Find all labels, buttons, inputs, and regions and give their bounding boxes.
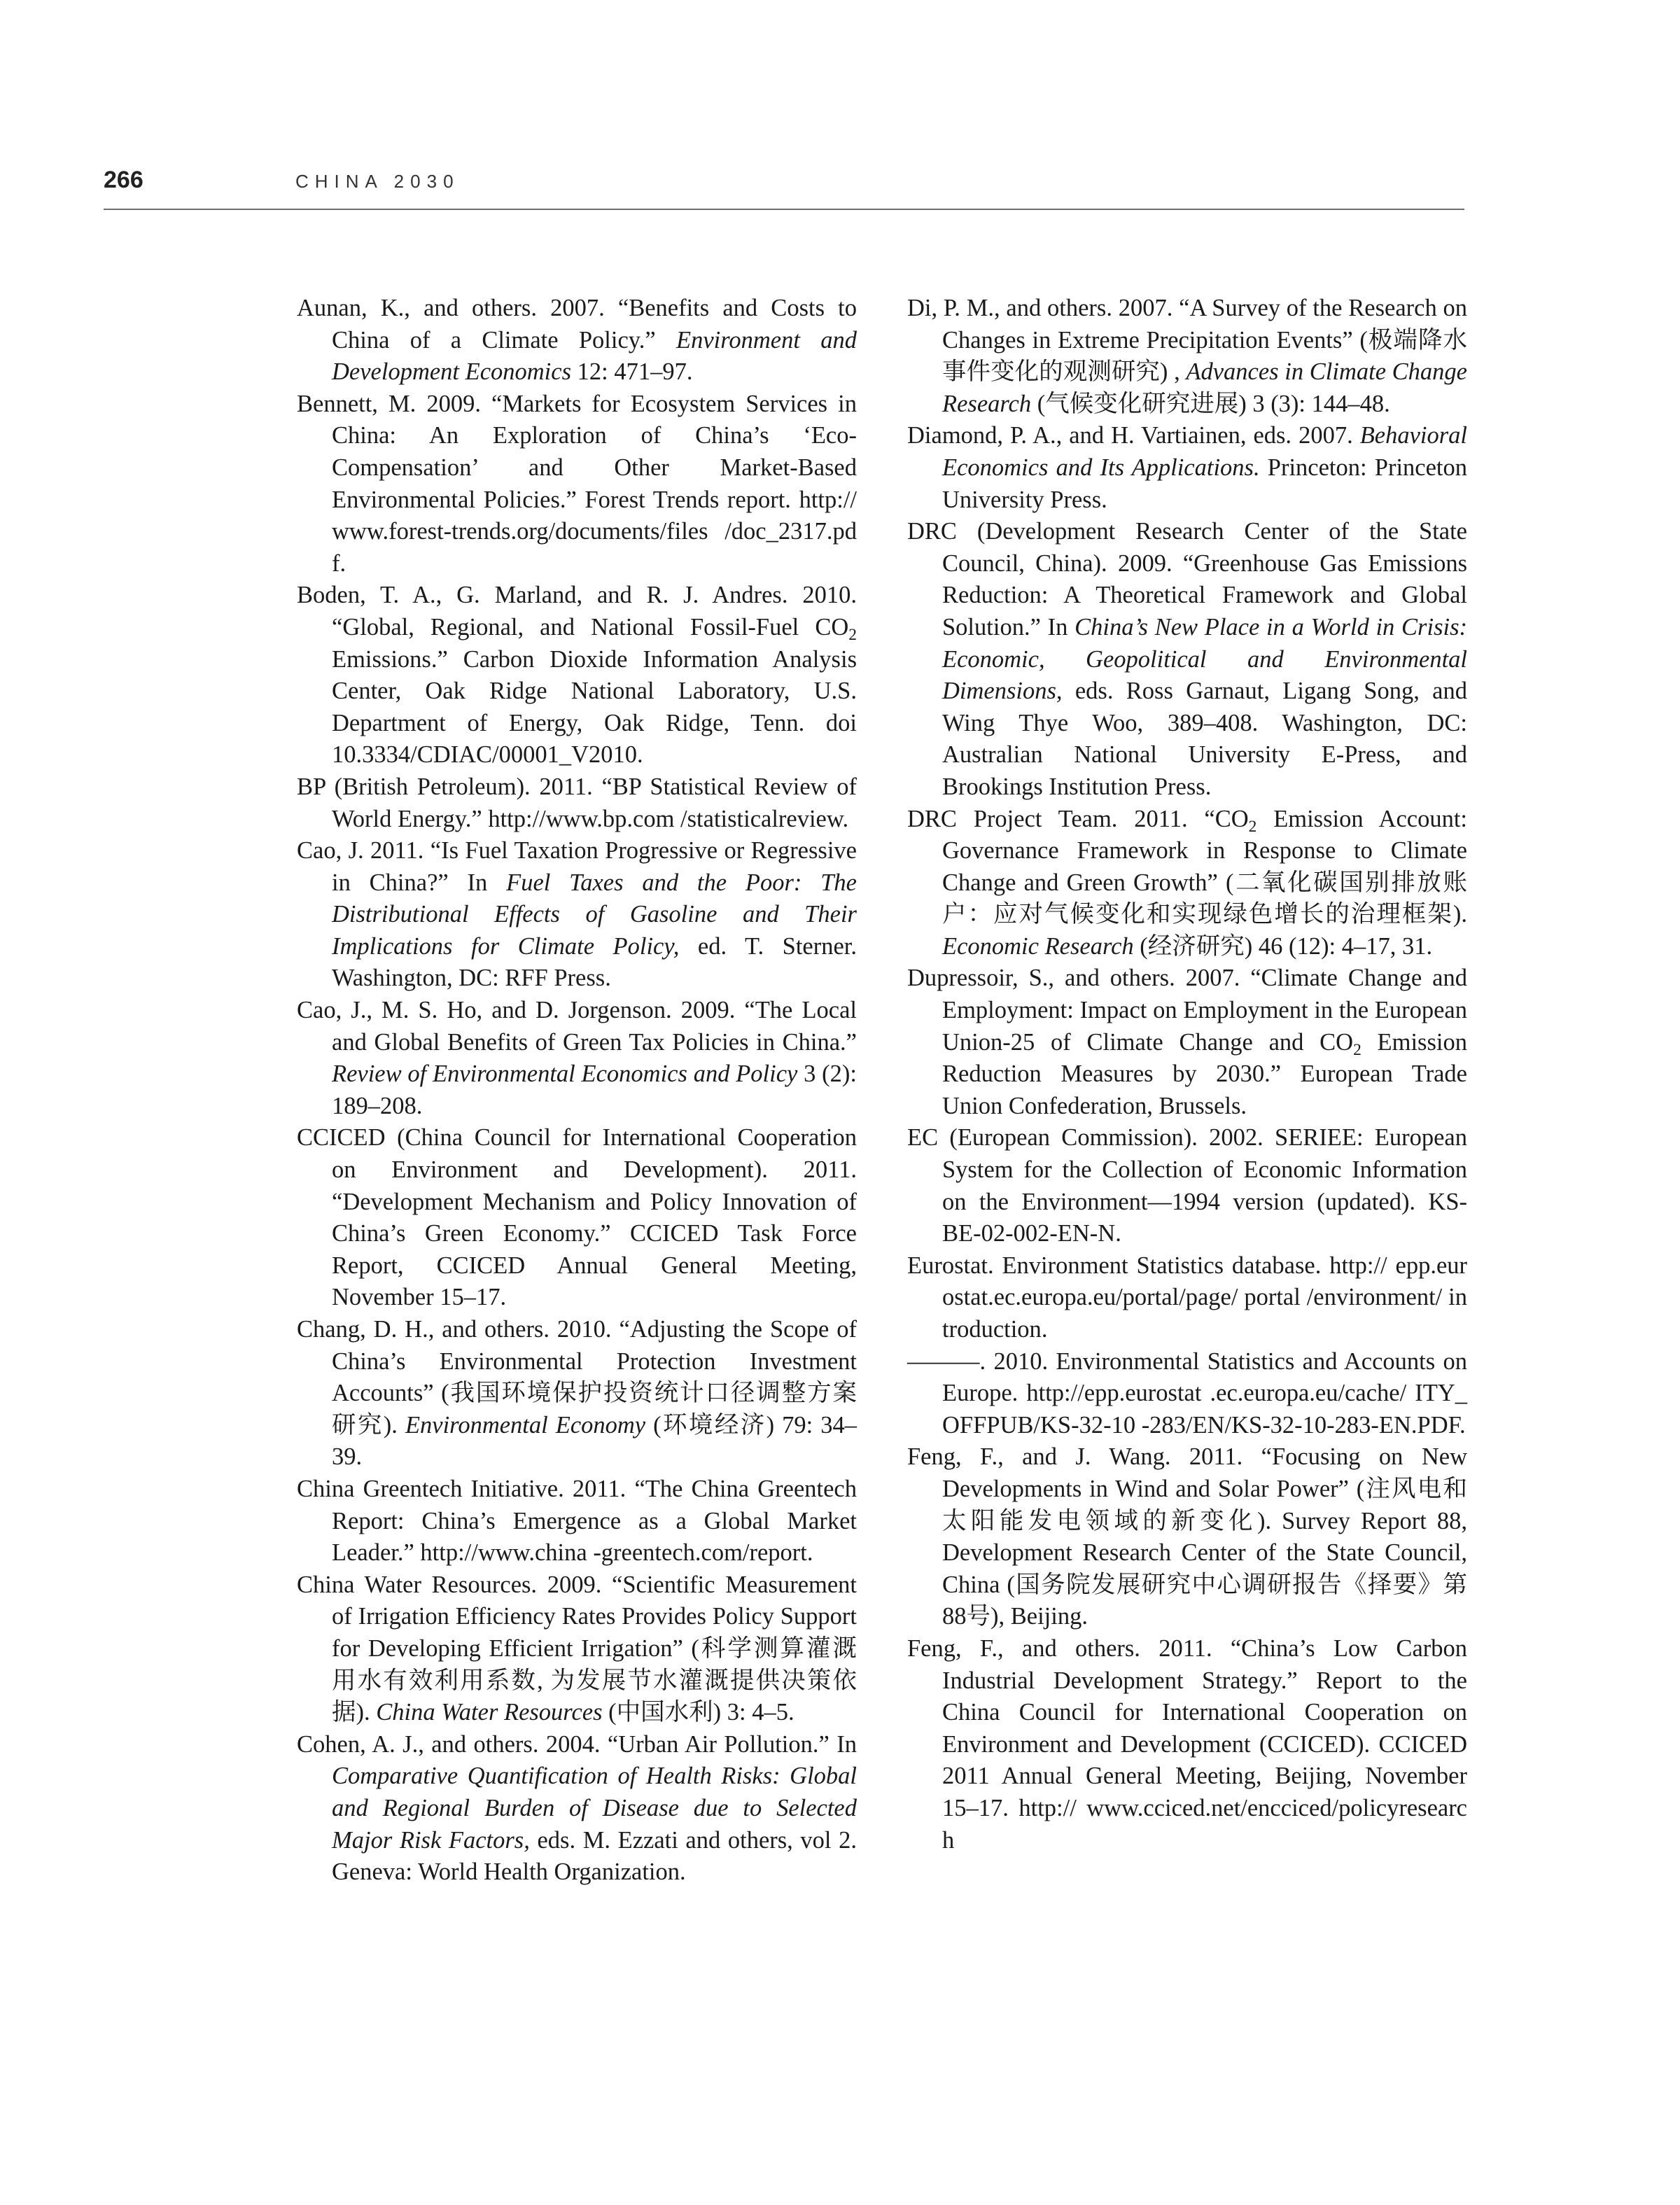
reference-text: Emission Account: Governance Framework in Response to Climate Change and Green Growth” (二氧化碳国别排放账户：应对气候变化和实现绿色增长的治理框架).	[942, 805, 1467, 928]
reference-text: .	[340, 550, 346, 577]
reference-entry	[907, 1346, 1467, 1442]
reference-title-italic: China Water Resources	[376, 1699, 603, 1726]
subscript: 2	[1353, 1040, 1362, 1059]
subscript: 2	[848, 625, 857, 644]
reference-text: (气候变化研究进展) 3 (3): 144–48.	[1031, 390, 1390, 417]
reference-entry	[907, 1633, 1467, 1856]
running-head	[104, 167, 1464, 210]
reference-text: Diamond, P. A., and H. Vartiainen, eds. 2007.	[907, 422, 1360, 449]
references-left-column	[297, 293, 857, 1889]
reference-text: (环境经济) 79: 34–39.	[332, 1411, 857, 1471]
reference-text: DRC (Development Research Center of the State Council, China). 2009. “Greenhouse Gas Emissions Reduction: A Theoretical Framework and Global Solution.” In	[907, 518, 1467, 640]
reference-entry	[907, 293, 1467, 420]
reference-url[interactable]: http:// www.cciced.net/encciced/policyresearch	[942, 1794, 1467, 1854]
reference-title-italic: Economic Research	[942, 932, 1134, 960]
reference-text: .	[1041, 1316, 1048, 1343]
reference-text: 12: 471–97.	[571, 358, 693, 386]
reference-text: Feng, F., and others. 2011. “China’s Low Carbon Industrial Development Strategy.” Report to the China Council for International Cooperation on Environment and Development (CCICED). CCICED 2011 Annual General Meeting, Beijing, November 15–17.	[907, 1634, 1467, 1821]
reference-entry	[907, 420, 1467, 516]
reference-text: Dupressoir, S., and others. 2007. “Climate Change and Employment: Impact on Employment in the European Union-25 of Climate Change and CO	[907, 965, 1467, 1056]
reference-text: (中国水利) 3: 4–5.	[602, 1699, 794, 1726]
reference-text: 3 (2): 189–208.	[332, 1060, 857, 1119]
reference-url[interactable]: http://www.forest-trends.org/documents/files /doc_2317.pdf	[332, 486, 857, 577]
reference-text: Di, P. M., and others. 2007. “A Survey of the Research on Changes in Extreme Precipitation Events” (极端降水事件变化的观测研究) ,	[907, 295, 1467, 386]
reference-title-italic: Environmental Economy	[405, 1411, 646, 1438]
reference-text: CCICED (China Council for International Cooperation on Environment and Development). 2011. “Development Mechanism and Policy Innovation of China’s Green Economy.” CCICED Task Force Report, CCICED Annual General Meeting, November 15–17.	[297, 1124, 857, 1311]
reference-text: Chang, D. H., and others. 2010. “Adjusting the Scope of China’s Environmental Protection Investment Accounts” (我国环境保护投资统计口径调整方案研究).	[297, 1316, 857, 1438]
reference-entry	[297, 1474, 857, 1569]
reference-entry	[907, 804, 1467, 963]
reference-text: Bennett, M. 2009. “Markets for Ecosystem Services in China: An Exploration of China’s ‘Eco-Compensation’ and Other Market-Based Environmental Policies.” Forest Trends report.	[297, 390, 857, 513]
reference-entry	[297, 1569, 857, 1729]
reference-entry	[297, 771, 857, 835]
reference-text: EC (European Commission). 2002. SERIEE: European System for the Collection of Economic Information on the Environment—1994 version (updated). KS-BE-02-002-EN-N.	[907, 1124, 1467, 1247]
reference-text: Emission Reduction Measures by 2030.” European Trade Union Confederation, Brussels.	[942, 1028, 1467, 1119]
reference-entry	[907, 962, 1467, 1122]
reference-text: DRC Project Team. 2011. “CO	[907, 805, 1249, 832]
reference-text: .	[842, 805, 849, 832]
reference-title-italic: China’s New Place in a World in Crisis: Economic, Geopolitical and Environmental Dimensions,	[942, 613, 1467, 705]
subscript: 2	[1248, 817, 1257, 836]
reference-text: Princeton: Princeton University Press.	[942, 454, 1467, 513]
reference-text: Cao, J., M. S. Ho, and D. Jorgenson. 2009. “The Local and Global Benefits of Green Tax Policies in China.”	[297, 997, 857, 1056]
reference-text: China Water Resources. 2009. “Scientific Measurement of Irrigation Efficiency Rates Provides Policy Support for Developing Efficient Irrigation” (科学测算灌溉用水有效利用系数, 为发展节水灌溉提供决策依据).	[297, 1571, 857, 1726]
reference-text: Boden, T. A., G. Marland, and R. J. Andres. 2010. “Global, Regional, and National Fossil-Fuel CO	[297, 582, 857, 640]
reference-text: ed. T. Sterner. Washington, DC: RFF Press.	[332, 932, 857, 992]
reference-text: .	[1460, 1411, 1466, 1438]
reference-text: ———. 2010. Environmental Statistics and Accounts on Europe.	[907, 1348, 1467, 1407]
reference-text: Emissions.” Carbon Dioxide Information Analysis Center, Oak Ridge National Laboratory, U.S. Department of Energy, Oak Ridge, Tenn. doi 10.3334/CDIAC/00001_V2010.	[332, 645, 857, 769]
reference-entry	[297, 293, 857, 388]
reference-entry	[907, 516, 1467, 803]
reference-entry	[297, 388, 857, 580]
reference-text: China Greentech Initiative. 2011. “The China Greentech Report: China’s Emergence as a Global Market Leader.”	[297, 1475, 857, 1567]
references-right-column	[907, 293, 1467, 1856]
reference-url[interactable]: http://epp.eurostat .ec.europa.eu/cache/ ITY_OFFPUB/KS-32-10 -283/EN/KS-32-10-283-EN.PDF	[942, 1380, 1467, 1438]
reference-title-italic: Behavioral Economics and Its Applications.	[942, 422, 1467, 481]
reference-text: eds. Ross Garnaut, Ligang Song, and Wing Thye Woo, 389–408. Washington, DC: Australian National University E-Press, and Brookings Institution Press.	[942, 678, 1467, 800]
reference-text: eds. M. Ezzati and others, vol 2. Geneva: World Health Organization.	[332, 1826, 857, 1886]
reference-text: Cohen, A. J., and others. 2004. “Urban Air Pollution.” In	[297, 1730, 857, 1758]
reference-entry	[907, 1122, 1467, 1250]
reference-text: .	[806, 1539, 813, 1567]
reference-entry	[907, 1441, 1467, 1633]
reference-text: Feng, F., and J. Wang. 2011. “Focusing on New Developments in Wind and Solar Power” (注风电和太阳能发电领域的新变化). Survey Report 88, Development Research Center of the State Council, China (国务院发展研究中心调研报告《择要》第88号), Beijing.	[907, 1443, 1467, 1630]
reference-text: Cao, J. 2011. “Is Fuel Taxation Progressive or Regressive in China?” In	[297, 837, 857, 896]
reference-url[interactable]: http://www.china -greentech.com/report	[420, 1539, 807, 1567]
reference-url[interactable]: http://www.bp.com /statisticalreview	[488, 805, 843, 832]
reference-url[interactable]: http:// epp.eurostat.ec.europa.eu/portal/page/ portal /environment/ introduction	[942, 1252, 1467, 1343]
page-number: 266	[104, 167, 144, 193]
reference-entry	[297, 580, 857, 771]
reference-entry	[297, 1729, 857, 1889]
reference-entry	[297, 995, 857, 1122]
reference-title-italic: Environment and Development Economics	[332, 326, 857, 386]
reference-title-italic: Advances in Climate Change Research	[942, 358, 1467, 417]
reference-title-italic: Review of Environmental Economics and Policy	[332, 1060, 798, 1088]
reference-title-italic: Fuel Taxes and the Poor: The Distributional Effects of Gasoline and Their Implications for Climate Policy,	[332, 869, 857, 960]
reference-text: Eurostat. Environment Statistics database.	[907, 1252, 1330, 1279]
reference-text: (经济研究) 46 (12): 4–17, 31.	[1133, 932, 1433, 960]
reference-text: BP (British Petroleum). 2011. “BP Statistical Review of World Energy.”	[297, 773, 857, 832]
reference-entry	[297, 1314, 857, 1474]
book-title: CHINA 2030	[295, 171, 460, 192]
reference-entry	[907, 1250, 1467, 1346]
reference-entry	[297, 835, 857, 995]
reference-entry	[297, 1122, 857, 1314]
reference-title-italic: Comparative Quantification of Health Risks: Global and Regional Burden of Disease due to Selected Major Risk Factors,	[332, 1763, 857, 1854]
reference-text: Aunan, K., and others. 2007. “Benefits and Costs to China of a Climate Policy.”	[297, 295, 857, 354]
